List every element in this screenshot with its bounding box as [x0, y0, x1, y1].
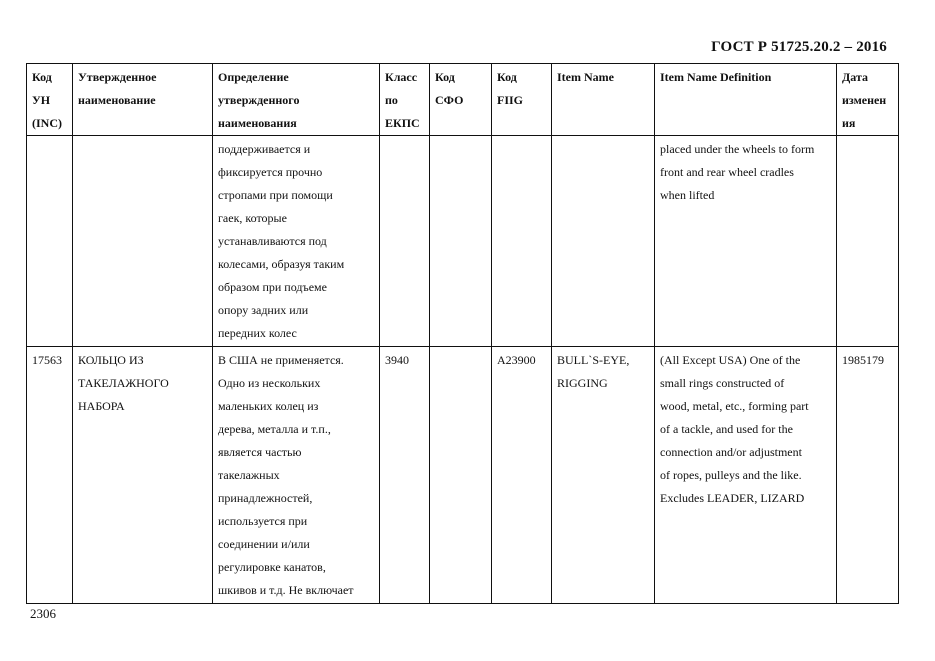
header-text-line: (INC) [32, 116, 62, 130]
cell-ekps-class [380, 136, 430, 347]
cell-sfo-code [430, 136, 492, 347]
cell-text-line: (All Except USA) One of the [660, 353, 801, 367]
cell-text-line: устанавливаются под [218, 234, 327, 248]
cell-text-line: В США не применяется. [218, 353, 344, 367]
cell-text-line: колесами, образуя таким [218, 257, 345, 271]
header-text-line: по [385, 93, 398, 107]
header-text-line: наименование [78, 93, 156, 107]
item-table [26, 63, 899, 604]
cell-item-name-definition [655, 136, 837, 347]
cell-text-line: when lifted [660, 188, 715, 202]
cell-ekps-class [380, 347, 430, 604]
cell-text-line: НАБОРА [78, 399, 125, 413]
cell-text-line: соединении и/или [218, 537, 310, 551]
cell-text-line: placed under the wheels to form [660, 142, 815, 156]
cell-text-line: wood, metal, etc., forming part [660, 399, 809, 413]
cell-text-line: front and rear wheel cradles [660, 165, 794, 179]
cell-text-line: 17563 [32, 353, 62, 367]
cell-text-line: Excludes LEADER, LIZARD [660, 491, 805, 505]
cell-text-line: опору задних или [218, 303, 309, 317]
cell-text-line: используется при [218, 514, 308, 528]
header-text-line: изменен [842, 93, 887, 107]
cell-text-line: стропами при помощи [218, 188, 333, 202]
cell-text-line: поддерживается и [218, 142, 311, 156]
document-title: ГОСТ Р 51725.20.2 – 2016 [711, 39, 887, 55]
page-number: 2306 [30, 606, 56, 621]
header-text-line: Код [32, 70, 52, 84]
cell-inc-code [27, 347, 73, 604]
cell-inc-code [27, 136, 73, 347]
cell-text-line: образом при подъеме [218, 280, 327, 294]
cell-text-line: дерева, металла и т.п., [218, 422, 331, 436]
cell-approved-name [73, 347, 213, 604]
header-text-line: ия [842, 116, 856, 130]
header-text-line: FIIG [497, 93, 524, 107]
cell-text-line: такелажных [218, 468, 280, 482]
column-header-change-date [837, 64, 899, 136]
header-text-line: УН [32, 93, 51, 107]
header-text-line: Item Name Definition [660, 70, 772, 84]
cell-text-line: принадлежностей, [218, 491, 313, 505]
column-header-ekps-class [380, 64, 430, 136]
cell-text-line: ТАКЕЛАЖНОГО [78, 376, 169, 390]
header-text-line: Утвержденное [78, 70, 157, 84]
column-header-item-name-definition [655, 64, 837, 136]
header-text-line: Код [497, 70, 517, 84]
header-text-line: наименования [218, 116, 297, 130]
header-text-line: Код [435, 70, 455, 84]
cell-text-line: шкивов и т.д. Не включает [218, 583, 354, 597]
table-header-row [27, 64, 899, 136]
header-text-line: Item Name [557, 70, 614, 84]
cell-text-line: BULL`S-EYE, [557, 353, 630, 367]
cell-text-line: of ropes, pulleys and the like. [660, 468, 802, 482]
cell-item-name-definition [655, 347, 837, 604]
cell-fiig-code [492, 347, 552, 604]
cell-text-line: of a tackle, and used for the [660, 422, 793, 436]
table-row [27, 136, 899, 347]
cell-fiig-code [492, 136, 552, 347]
header-text-line: СФО [435, 93, 464, 107]
cell-text-line: является частью [218, 445, 302, 459]
cell-text-line: гаек, которые [218, 211, 287, 225]
column-header-inc-code [27, 64, 73, 136]
header-text-line: Определение [218, 70, 289, 84]
column-header-sfo-code [430, 64, 492, 136]
column-header-approved-name [73, 64, 213, 136]
cell-text-line: маленьких колец из [218, 399, 319, 413]
cell-text-line: фиксируется прочно [218, 165, 323, 179]
cell-text-line: small rings constructed of [660, 376, 785, 390]
cell-text-line: Одно из нескольких [218, 376, 321, 390]
cell-approved-name [73, 136, 213, 347]
header-text-line: Класс [385, 70, 418, 84]
table-row [27, 347, 899, 604]
cell-text-line: КОЛЬЦО ИЗ [78, 353, 144, 367]
cell-item-name [552, 136, 655, 347]
cell-text-line: регулировке канатов, [218, 560, 326, 574]
cell-text-line: 1985179 [842, 353, 884, 367]
cell-change-date [837, 347, 899, 604]
cell-text-line: RIGGING [557, 376, 608, 390]
cell-text-line: передних колес [218, 326, 297, 340]
cell-change-date [837, 136, 899, 347]
cell-text-line: 3940 [385, 353, 409, 367]
cell-item-name [552, 347, 655, 604]
cell-sfo-code [430, 347, 492, 604]
cell-name-definition [213, 347, 380, 604]
column-header-name-definition [213, 64, 380, 136]
column-header-fiig-code [492, 64, 552, 136]
cell-text-line: connection and/or adjustment [660, 445, 802, 459]
header-text-line: ЕКПС [385, 116, 420, 130]
cell-name-definition [213, 136, 380, 347]
header-text-line: утвержденного [218, 93, 300, 107]
column-header-item-name [552, 64, 655, 136]
cell-text-line: A23900 [497, 353, 536, 367]
header-text-line: Дата [842, 70, 868, 84]
